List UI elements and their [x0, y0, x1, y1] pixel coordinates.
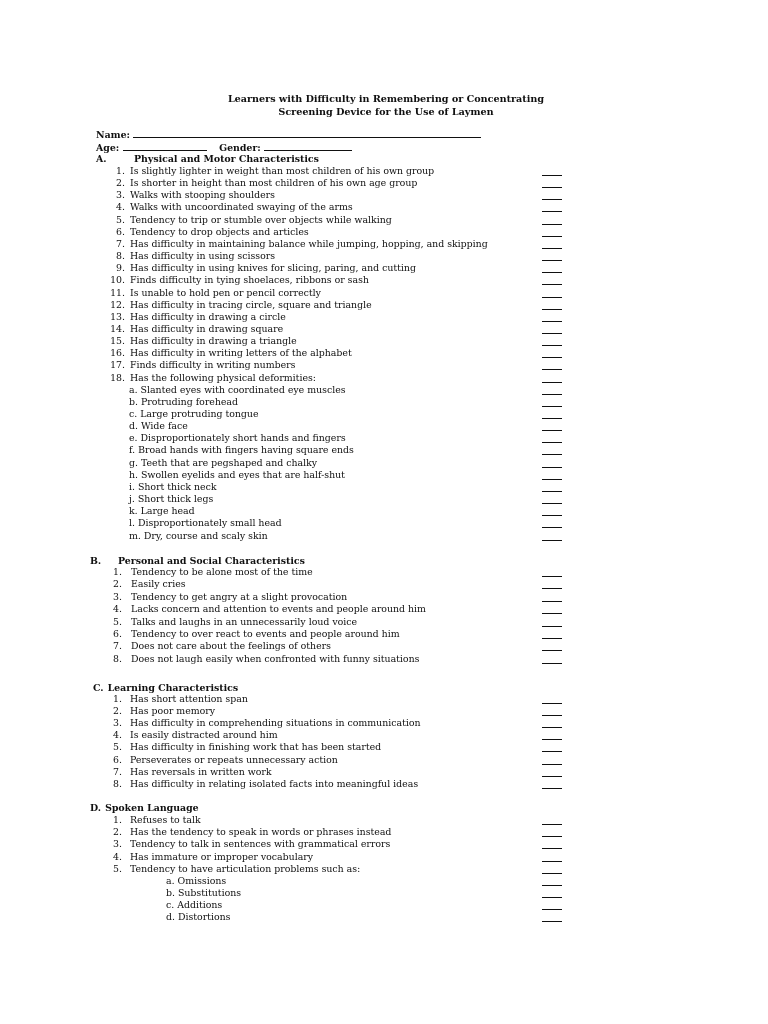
item-number: 15.: [110, 336, 125, 348]
item-text: Is shorter in height than most children of his own age group: [130, 178, 418, 190]
answer-blank[interactable]: [542, 236, 562, 237]
section-title: Personal and Social Characteristics: [118, 556, 305, 567]
name-field: [96, 129, 481, 141]
answer-blank[interactable]: [542, 357, 562, 358]
item-number: 14.: [110, 323, 125, 335]
item-number: 1.: [113, 815, 122, 826]
answer-blank[interactable]: [542, 897, 562, 898]
checklist-subitem: d. Distortions: [166, 912, 231, 924]
section-title: Learning Characteristics: [107, 683, 239, 694]
checklist-subitem: l. Disproportionately small head: [129, 518, 282, 530]
answer-blank[interactable]: [542, 454, 562, 455]
item-number: 9.: [116, 263, 125, 275]
item-number: 12.: [110, 299, 125, 311]
item-number: 4.: [113, 730, 122, 742]
item-number: 17.: [110, 360, 125, 372]
answer-blank[interactable]: [542, 638, 562, 639]
checklist-subitem: j. Short thick legs: [129, 494, 214, 506]
answer-blank[interactable]: [542, 909, 562, 910]
answer-blank[interactable]: [542, 613, 562, 614]
item-number: 3.: [113, 839, 122, 851]
answer-blank[interactable]: [542, 764, 562, 765]
checklist-subitem: m. Dry, course and scaly skin: [129, 530, 268, 542]
item-number: 5.: [113, 616, 122, 628]
item-text: Finds difficulty in writing numbers: [130, 360, 296, 372]
age-label: Age:: [96, 143, 120, 154]
answer-blank[interactable]: [542, 369, 562, 370]
item-number: 7.: [113, 766, 122, 778]
item-text: Has difficulty in drawing a circle: [130, 311, 286, 323]
item-text: Has difficulty in tracing circle, square and triangle: [130, 299, 372, 311]
answer-blank[interactable]: [542, 248, 562, 249]
answer-blank[interactable]: [542, 430, 562, 431]
item-text: Has short attention span: [130, 694, 248, 705]
form-title: Learners with Difficulty in Remembering or Concentrating: [227, 94, 545, 105]
section-letter: D.: [90, 803, 102, 814]
checklist-subitem: g. Teeth that are pegshaped and chalky: [129, 457, 318, 469]
gender-input-line[interactable]: [264, 142, 352, 151]
answer-blank[interactable]: [542, 751, 562, 752]
item-text: Has difficulty in drawing square: [130, 323, 284, 335]
answer-blank[interactable]: [542, 650, 562, 651]
answer-blank[interactable]: [542, 199, 562, 200]
item-text: Is unable to hold pen or pencil correctly: [130, 287, 321, 299]
name-label: Name:: [96, 130, 130, 141]
answer-blank[interactable]: [542, 715, 562, 716]
checklist-subitem: a. Slanted eyes with coordinated eye muscles: [129, 384, 346, 396]
item-text: Has the following physical deformities:: [130, 372, 316, 384]
item-number: 1.: [113, 567, 122, 578]
item-text: Has difficulty in relating isolated facts into meaningful ideas: [130, 778, 419, 790]
section-letter: A.: [96, 154, 107, 165]
item-text: Tendency to trip or stumble over objects while walking: [130, 214, 392, 226]
item-number: 3.: [113, 718, 122, 730]
item-text: Perseverates or repeats unnecessary action: [130, 754, 338, 766]
item-number: 1.: [116, 166, 125, 177]
answer-blank[interactable]: [542, 861, 562, 862]
item-text: Has difficulty in comprehending situations in communication: [130, 718, 421, 730]
item-text: Has difficulty in writing letters of the alphabet: [130, 348, 352, 360]
answer-blank[interactable]: [542, 515, 562, 516]
checklist-subitem: k. Large head: [129, 506, 195, 518]
item-text: Has difficulty in using knives for slicing, paring, and cutting: [130, 263, 416, 275]
section-heading: [90, 556, 305, 567]
section-heading: [93, 683, 238, 694]
answer-blank[interactable]: [542, 885, 562, 886]
answer-blank[interactable]: [542, 467, 562, 468]
answer-blank[interactable]: [542, 321, 562, 322]
answer-blank[interactable]: [542, 394, 562, 395]
answer-blank[interactable]: [542, 576, 562, 577]
answer-blank[interactable]: [542, 309, 562, 310]
item-text: Walks with uncoordinated swaying of the arms: [130, 202, 353, 214]
answer-blank[interactable]: [542, 788, 562, 789]
item-number: 4.: [116, 202, 125, 214]
item-number: 4.: [113, 604, 122, 616]
section-letter: B.: [90, 556, 102, 567]
item-number: 4.: [113, 851, 122, 863]
section-title: Physical and Motor Characteristics: [134, 154, 319, 165]
item-text: Is easily distracted around him: [130, 730, 278, 742]
checklist-subitem: b. Substitutions: [166, 888, 242, 900]
item-number: 2.: [113, 706, 122, 718]
answer-blank[interactable]: [542, 503, 562, 504]
item-text: Has poor memory: [130, 706, 216, 718]
item-number: 8.: [116, 251, 125, 263]
item-text: Has difficulty in using scissors: [130, 251, 276, 263]
item-number: 11.: [110, 287, 125, 299]
item-text: Does not laugh easily when confronted with funny situations: [131, 653, 420, 665]
answer-blank[interactable]: [542, 601, 562, 602]
item-number: 6.: [116, 226, 125, 238]
item-number: 6.: [113, 629, 122, 640]
item-text: Has immature or improper vocabulary: [130, 851, 314, 863]
answer-blank[interactable]: [542, 224, 562, 225]
item-number: 2.: [116, 178, 125, 190]
section-letter: C.: [93, 683, 104, 694]
answer-blank[interactable]: [542, 663, 562, 664]
item-number: 10.: [110, 275, 125, 287]
item-text: Has difficulty in maintaining balance while jumping, hopping, and skipping: [130, 238, 488, 250]
item-number: 6.: [113, 754, 122, 766]
answer-blank[interactable]: [542, 626, 562, 627]
answer-blank[interactable]: [542, 588, 562, 589]
item-number: 13.: [110, 311, 125, 323]
answer-blank[interactable]: [542, 873, 562, 874]
item-text: Has the tendency to speak in words or phrases instead: [130, 827, 392, 839]
form-subtitle: Screening Device for the Use of Laymen: [278, 107, 494, 118]
age-input-line[interactable]: [123, 142, 207, 151]
section-heading: [96, 154, 319, 165]
section-heading: [90, 803, 199, 814]
answer-blank[interactable]: [542, 284, 562, 285]
item-text: Is slightly lighter in weight than most children of his own group: [130, 166, 435, 177]
item-number: 3.: [116, 190, 125, 202]
answer-blank[interactable]: [542, 272, 562, 273]
item-number: 5.: [116, 214, 125, 226]
answer-blank[interactable]: [542, 175, 562, 176]
item-text: Walks with stooping shoulders: [130, 190, 275, 202]
item-number: 7.: [116, 238, 125, 250]
answer-blank[interactable]: [542, 836, 562, 837]
item-number: 8.: [113, 653, 122, 665]
answer-blank[interactable]: [542, 345, 562, 346]
item-text: Talks and laughs in an unnecessarily loud voice: [131, 616, 358, 628]
answer-blank[interactable]: [542, 382, 562, 383]
age-gender-field: [96, 142, 352, 154]
item-text: Refuses to talk: [130, 815, 201, 826]
answer-blank[interactable]: [542, 739, 562, 740]
item-number: 3.: [113, 591, 122, 603]
item-number: 5.: [113, 742, 122, 754]
checklist-subitem: d. Wide face: [129, 421, 188, 433]
item-text: Tendency to talk in sentences with grammatical errors: [130, 839, 391, 851]
answer-blank[interactable]: [542, 527, 562, 528]
checklist-subitem: c. Large protruding tongue: [129, 409, 259, 420]
item-text: Easily cries: [131, 579, 186, 591]
answer-blank[interactable]: [542, 491, 562, 492]
item-text: Finds difficulty in tying shoelaces, ribbons or sash: [130, 275, 369, 287]
item-text: Does not care about the feelings of others: [131, 641, 331, 653]
checklist-subitem: e. Disproportionately short hands and fingers: [129, 433, 346, 445]
item-text: Tendency to drop objects and articles: [130, 226, 309, 238]
item-text: Tendency to be alone most of the time: [131, 567, 313, 578]
item-number: 2.: [113, 579, 122, 591]
checklist-subitem: a. Omissions: [166, 876, 227, 887]
section-title: Spoken Language: [105, 803, 199, 814]
answer-blank[interactable]: [542, 848, 562, 849]
name-input-line[interactable]: [133, 129, 481, 138]
item-text: Has difficulty in finishing work that has been started: [130, 742, 382, 754]
answer-blank[interactable]: [542, 921, 562, 922]
item-number: 7.: [113, 641, 122, 653]
item-text: Tendency to have articulation problems such as:: [130, 863, 361, 875]
item-number: 8.: [113, 778, 122, 790]
checklist-subitem: f. Broad hands with fingers having square ends: [129, 445, 354, 457]
item-number: 5.: [113, 863, 122, 875]
answer-blank[interactable]: [542, 418, 562, 419]
answer-blank[interactable]: [542, 540, 562, 541]
answer-blank[interactable]: [542, 260, 562, 261]
item-number: 16.: [110, 348, 125, 360]
item-text: Has difficulty in drawing a triangle: [130, 336, 297, 348]
answer-blank[interactable]: [542, 727, 562, 728]
item-text: Tendency to over react to events and people around him: [131, 629, 400, 640]
item-text: Tendency to get angry at a slight provocation: [131, 591, 348, 603]
item-number: 2.: [113, 827, 122, 839]
checklist-subitem: c. Additions: [166, 900, 223, 912]
answer-blank[interactable]: [542, 211, 562, 212]
checklist-subitem: h. Swollen eyelids and eyes that are half-shut: [129, 469, 345, 481]
answer-blank[interactable]: [542, 297, 562, 298]
item-number: 18.: [110, 372, 125, 384]
gender-label: Gender:: [219, 143, 261, 154]
answer-blank[interactable]: [542, 333, 562, 334]
item-text: Lacks concern and attention to events and people around him: [131, 604, 426, 616]
answer-blank[interactable]: [542, 187, 562, 188]
answer-blank[interactable]: [542, 406, 562, 407]
item-text: Has reversals in written work: [130, 766, 272, 778]
checklist-subitem: b. Protruding forehead: [129, 396, 239, 408]
item-number: 1.: [113, 694, 122, 705]
answer-blank[interactable]: [542, 824, 562, 825]
answer-blank[interactable]: [542, 479, 562, 480]
answer-blank[interactable]: [542, 442, 562, 443]
checklist-subitem: i. Short thick neck: [129, 481, 217, 493]
answer-blank[interactable]: [542, 703, 562, 704]
answer-blank[interactable]: [542, 776, 562, 777]
